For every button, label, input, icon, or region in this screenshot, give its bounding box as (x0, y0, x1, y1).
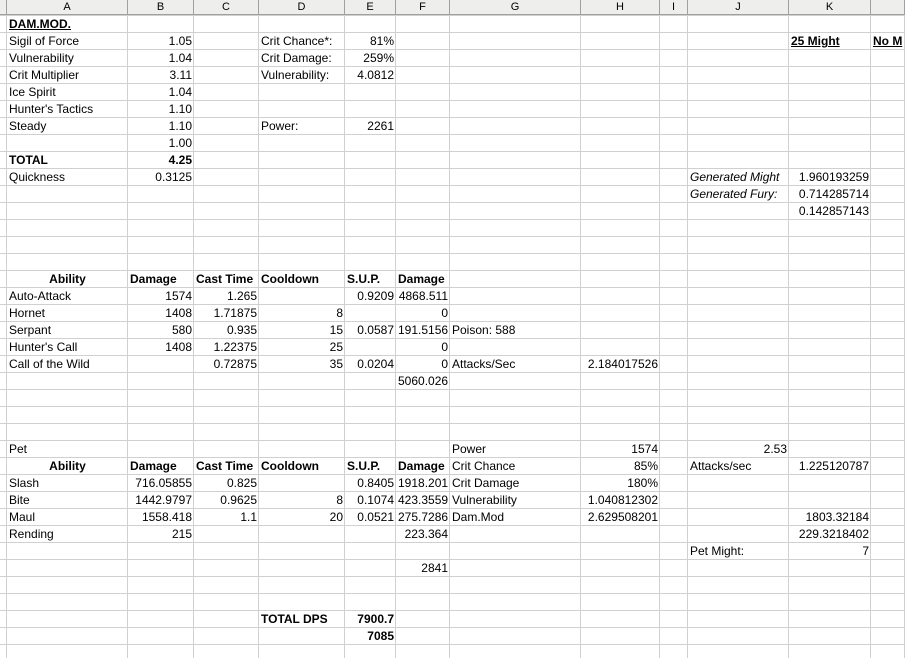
cell-f33[interactable]: 2841 (421, 561, 448, 575)
cell-f20[interactable]: 0 (441, 340, 448, 354)
cell-k11[interactable]: 0.714285714 (798, 187, 869, 201)
cell-k32[interactable]: 7 (862, 544, 869, 558)
column-gridline (788, 15, 789, 658)
cell-f21[interactable]: 0 (441, 357, 448, 371)
cell-b20[interactable]: 1408 (165, 340, 192, 354)
cell-e19[interactable]: 0.0587 (357, 323, 394, 337)
cell-f17[interactable]: 4868.511 (398, 289, 448, 303)
cell-c27[interactable]: Cast Time (196, 459, 254, 473)
cell-a26[interactable]: Pet (9, 442, 28, 456)
cell-h27[interactable]: 85% (633, 459, 658, 473)
row-gridline (0, 406, 905, 407)
cell-c16[interactable]: Cast Time (196, 272, 254, 286)
cell-g21[interactable]: Attacks/Sec (452, 357, 516, 371)
cell-j11[interactable]: Generated Fury: (690, 187, 778, 201)
cell-a16[interactable]: Ability (49, 272, 86, 286)
cell-b16[interactable]: Damage (130, 272, 177, 286)
column-header-d[interactable]: D (259, 0, 345, 15)
cell-e36[interactable]: 7900.7 (357, 612, 394, 626)
column-gridline (870, 15, 871, 658)
cell-b7[interactable]: 1.10 (168, 119, 192, 133)
cell-g19[interactable]: Poison: 588 (452, 323, 516, 337)
cell-d2[interactable]: Crit Chance*: (261, 34, 333, 48)
cell-b28[interactable]: 716.05855 (135, 476, 192, 490)
cell-c29[interactable]: 0.9625 (220, 493, 257, 507)
cell-g27[interactable]: Crit Chance (452, 459, 516, 473)
cell-c30[interactable]: 1.1 (240, 510, 257, 524)
cell-j10[interactable]: Generated Might (690, 170, 780, 184)
cell-c20[interactable]: 1.22375 (213, 340, 257, 354)
cell-e2[interactable]: 81% (369, 34, 394, 48)
cell-a3[interactable]: Vulnerability (9, 51, 74, 65)
cell-d27[interactable]: Cooldown (261, 459, 319, 473)
cell-b18[interactable]: 1408 (165, 306, 192, 320)
cell-f31[interactable]: 223.364 (404, 527, 448, 541)
column-header-k[interactable]: K (789, 0, 871, 15)
cell-d18[interactable]: 8 (336, 306, 343, 320)
cell-b9[interactable]: 4.25 (168, 153, 192, 167)
cell-b3[interactable]: 1.04 (168, 51, 192, 65)
cell-a10[interactable]: Quickness (9, 170, 66, 184)
cell-b4[interactable]: 3.11 (169, 68, 192, 82)
cell-f30[interactable]: 275.7286 (398, 510, 449, 524)
cell-g28[interactable]: Crit Damage (452, 476, 520, 490)
cell-a31[interactable]: Rending (9, 527, 54, 541)
cell-a4[interactable]: Crit Multiplier (9, 68, 80, 82)
cell-e4[interactable]: 4.0812 (357, 68, 394, 82)
cell-e17[interactable]: 0.9209 (357, 289, 394, 303)
cell-f27[interactable]: Damage (398, 459, 445, 473)
cell-k10[interactable]: 1.960193259 (798, 170, 869, 184)
cell-a5[interactable]: Ice Spirit (9, 85, 56, 99)
row-gridline (0, 593, 905, 594)
column-header-j[interactable]: J (688, 0, 789, 15)
column-gridline (659, 15, 660, 658)
cell-e30[interactable]: 0.0521 (357, 510, 394, 524)
row-gridline (0, 389, 905, 390)
cell-d3[interactable]: Crit Damage: (261, 51, 332, 65)
cell-a28[interactable]: Slash (9, 476, 40, 490)
cell-e28[interactable]: 0.8405 (357, 476, 394, 490)
cell-l2[interactable]: No M (873, 34, 903, 48)
cell-a1[interactable]: DAM.MOD. (9, 17, 71, 31)
cell-k2[interactable]: 25 Might (791, 34, 840, 48)
column-header-b[interactable]: B (128, 0, 194, 15)
cell-c28[interactable]: 0.825 (226, 476, 257, 490)
cell-a18[interactable]: Hornet (9, 306, 46, 320)
row-gridline (0, 423, 905, 424)
row-gridline (0, 627, 905, 628)
cell-h29[interactable]: 1.040812302 (587, 493, 658, 507)
column-header-next[interactable] (871, 0, 905, 15)
cell-c21[interactable]: 0.72875 (213, 357, 257, 371)
cell-c19[interactable]: 0.935 (226, 323, 257, 337)
cell-f19[interactable]: 191.5156 (398, 323, 449, 337)
cell-e7[interactable]: 2261 (367, 119, 394, 133)
cell-k12[interactable]: 0.142857143 (798, 204, 869, 218)
cell-b27[interactable]: Damage (130, 459, 177, 473)
cell-b31[interactable]: 215 (171, 527, 192, 541)
cell-a9[interactable]: TOTAL (9, 153, 48, 167)
row-gridline (0, 644, 905, 645)
cell-e3[interactable]: 259% (363, 51, 394, 65)
select-all-corner[interactable] (0, 0, 7, 15)
cell-g26[interactable]: Power (452, 442, 487, 456)
cell-c18[interactable]: 1.71875 (213, 306, 257, 320)
cell-c17[interactable]: 1.265 (226, 289, 257, 303)
column-header-g[interactable]: G (450, 0, 581, 15)
cell-d29[interactable]: 8 (336, 493, 343, 507)
cell-f29[interactable]: 423.3559 (398, 493, 449, 507)
cell-h26[interactable]: 1574 (631, 442, 658, 456)
cell-a30[interactable]: Maul (9, 510, 36, 524)
cell-b10[interactable]: 0.3125 (155, 170, 192, 184)
row-gridline (0, 253, 905, 254)
row-gridline (0, 576, 905, 577)
column-header-f[interactable]: F (396, 0, 450, 15)
cell-g30[interactable]: Dam.Mod (452, 510, 505, 524)
cell-j32[interactable]: Pet Might: (690, 544, 745, 558)
cell-b5[interactable]: 1.04 (168, 85, 192, 99)
column-header-c[interactable]: C (194, 0, 259, 15)
cell-b30[interactable]: 1558.418 (141, 510, 192, 524)
cell-f18[interactable]: 0 (441, 306, 448, 320)
cell-b19[interactable]: 580 (171, 323, 192, 337)
cell-b29[interactable]: 1442.9797 (135, 493, 192, 507)
cell-h21[interactable]: 2.184017526 (587, 357, 658, 371)
row-gridline (0, 610, 905, 611)
cell-d16[interactable]: Cooldown (261, 272, 319, 286)
cell-k27[interactable]: 1.225120787 (798, 459, 869, 473)
cell-d21[interactable]: 35 (329, 357, 343, 371)
cell-f16[interactable]: Damage (398, 272, 445, 286)
cell-k30[interactable]: 1803.32184 (805, 510, 869, 524)
cell-g29[interactable]: Vulnerability (452, 493, 517, 507)
cell-h28[interactable]: 180% (627, 476, 658, 490)
row-gridline (0, 219, 905, 220)
column-gridline (687, 15, 688, 658)
cell-b17[interactable]: 1574 (165, 289, 192, 303)
cell-e21[interactable]: 0.0204 (357, 357, 394, 371)
cell-k31[interactable]: 229.3218402 (798, 527, 869, 541)
cell-a7[interactable]: Steady (9, 119, 47, 133)
cell-a29[interactable]: Bite (9, 493, 30, 507)
row-gridline (0, 236, 905, 237)
cell-b8[interactable]: 1.00 (168, 136, 192, 150)
column-header-i[interactable]: I (660, 0, 688, 15)
cell-d19[interactable]: 15 (329, 323, 343, 337)
cell-a20[interactable]: Hunter's Call (9, 340, 78, 354)
cell-e27[interactable]: S.U.P. (347, 459, 381, 473)
cell-e37[interactable]: 7085 (367, 629, 394, 643)
row-gridline (0, 15, 905, 16)
cell-d36[interactable]: TOTAL DPS (261, 612, 328, 626)
cell-a2[interactable]: Sigil of Force (9, 34, 80, 48)
cell-f28[interactable]: 1918.201 (398, 476, 449, 490)
cell-a6[interactable]: Hunter's Tactics (9, 102, 94, 116)
cell-d7[interactable]: Power: (261, 119, 299, 133)
cell-d20[interactable]: 25 (329, 340, 343, 354)
cell-a17[interactable]: Auto-Attack (9, 289, 72, 303)
cell-f22[interactable]: 5060.026 (398, 374, 449, 388)
cell-d4[interactable]: Vulnerability: (261, 68, 330, 82)
cell-e16[interactable]: S.U.P. (347, 272, 381, 286)
column-header-e[interactable]: E (345, 0, 396, 15)
cell-b2[interactable]: 1.05 (168, 34, 192, 48)
cell-a21[interactable]: Call of the Wild (9, 357, 90, 371)
cell-j27[interactable]: Attacks/sec (690, 459, 752, 473)
cell-h30[interactable]: 2.629508201 (587, 510, 658, 524)
cell-a19[interactable]: Serpant (9, 323, 52, 337)
cell-j26[interactable]: 2.53 (763, 442, 787, 456)
column-header-a[interactable]: A (7, 0, 128, 15)
cell-e29[interactable]: 0.1074 (357, 493, 394, 507)
cell-b6[interactable]: 1.10 (168, 102, 192, 116)
column-header-h[interactable]: H (581, 0, 660, 15)
cell-d30[interactable]: 20 (329, 510, 343, 524)
cell-a27[interactable]: Ability (49, 459, 86, 473)
